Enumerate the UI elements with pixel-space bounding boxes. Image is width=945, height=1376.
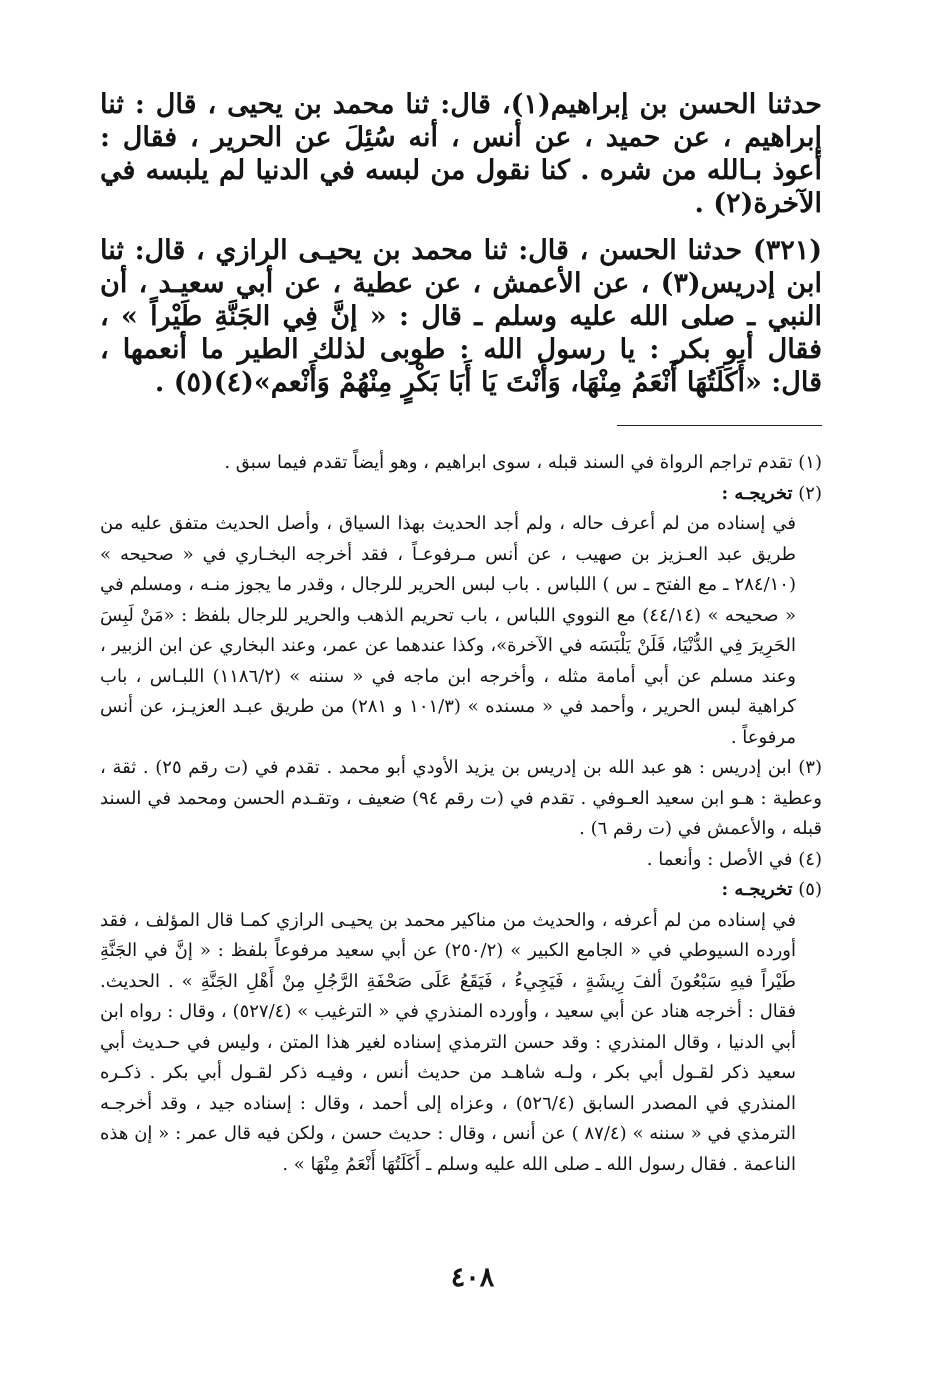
footnote-separator [617, 425, 822, 426]
footnote-text: في إسناده من لم أعرف حاله ، ولم أجد الحديث بهذا السياق ، وأصل الحديث متفق عليه من طريق عبد العـزيز بن صهيب ، عن أنس مـرفوعـاً ، فقد أخرجه البخـاري في « صحيحه » (٢٨٤/١٠ ـ مع الفتح ـ س ) اللباس . باب لبس الحرير للرجال ، وقدر ما يجوز منـه ، ومسلم في « صحيحه » (٤٤/١٤) مع النووي اللباس ، باب تحريم الذهب والحرير للرجال بلفظ : «مَنْ لَبِسَ الحَرِيرَ فِي الدُّنْيَا، فَلَنْ يَلْبَسَه في الآخرة»، وكذا عندهما عن عمر، وعند البخاري عن ابن الزبير ، وعند مسلم عن أبي أمامة مثله ، وأخرجه ابن ماجه في « سننه » (١١٨٦/٢) اللبـاس ، باب كراهية لبس الحرير ، وأحمد في « مسنده » (١٠١/٣ و ٢٨١) من طريق عبـد العزيـز، عن أنس مرفوعاً . [100, 513, 797, 748]
footnote-1 [100, 448, 822, 479]
page-number: ٤٠٨ [450, 1262, 495, 1293]
footnote-number: (٣) [798, 757, 822, 778]
footnote-4 [100, 845, 822, 876]
footnote-number: (٥) [798, 879, 822, 900]
footnote-heading: تخريجـه : [721, 879, 793, 900]
footnote-text: ابن إدريس : هو عبد الله بن إدريس بن يزيد الأودي أبو محمد . تقدم في (ت رقم ٢٥) . ثقة ، وعطية : هـو ابن سعيد العـوفي . تقدم في (ت رقم ٩٤) ضعيف ، وتقـدم الحسن ومحمد في السند قبله ، والأعمش في (ت رقم ٦) . [100, 757, 822, 839]
footnote-number: (٢) [798, 482, 822, 504]
footnote-number: (١) [798, 452, 822, 473]
footnote-5 [100, 875, 822, 1180]
footnote-heading: تخريجـه : [721, 482, 793, 504]
footnote-text: في الأصل : وأنعما . [646, 848, 793, 870]
footnote-3 [100, 753, 822, 845]
footnote-number: (٤) [798, 848, 822, 870]
main-text [100, 88, 822, 413]
paragraph-hadith-321: (٣٢١) حدثنا الحسن ، قال: ثنا محمد بن يحيـى الرازي ، قال: ثنا ابن إدريس(٣) ، عن الأعمش ، عن عطية ، عن أبي سعيـد ، أن النبي ـ صلى الله عليه وسلم ـ قال : « إنَّ فِي الجَنَّةِ طَيْراً » ، فقال أبو بكر : يا رسول الله : طوبى لذلك الطير ما أنعمها ، قال: «أَكَلَتُهَا أَنْعَمُ مِنْهَا، وَأَنْتَ يَا أَبَا بَكْرٍ مِنْهُمْ وَأَنْعم»(٤)(٥) . [100, 235, 822, 398]
footnotes [100, 448, 822, 1180]
footnote-2 [100, 479, 822, 754]
footnote-text: تقدم تراجم الرواة في السند قبله ، سوى ابراهيم ، وهو أيضاً تقدم فيما سبق . [224, 452, 793, 473]
paragraph-hadith-320: حدثنا الحسن بن إبراهيم(١)، قال: ثنا محمد بن يحيى ، قال : ثنا إبراهيم ، عن حميد ، عن أنس ، أنه سُئِلَ عن الحرير ، فقال : أعوذ بـالله من شره . كنا نقول من لبسه في الدنيا لم يلبسه في الآخرة(٢) . [100, 89, 822, 219]
footnote-text: في إسناده من لم أعرفه ، والحديث من مناكير محمد بن يحيـى الرازي كمـا قال المؤلف ، فقد أورده السيوطي في « الجامع الكبير » (٢٥٠/٢) عن أبي سعيد مرفوعاً بلفظ : « إنَّ في الجَنَّةِ طَيْراً فيهِ سَبْعُونَ ألفَ رِيشَةٍ ، فَيَجِيءُ ، فَيَقَعُ عَلَى صَحْفَةِ الرَّجُلِ مِنْ أَهْلِ الجَنَّةِ » . الحديث. فقال : أخرجه هناد عن أبي سعيد ، وأورده المنذري في « الترغيب » (٥٢٧/٤) ، وقال : رواه ابن أبي الدنيا ، وقال المنذري : وقد حسن الترمذي إسناده لغير هذا المتن ، وليس في حـديث أبي سعيد ذكر لقـول أبي بكر ، ولـه شاهـد من حديث أنس ، وفيـه ذكر لقـول أبي بكر . ذكـره المنذري في المصدر السابق (٥٢٦/٤) ، وعزاه إلى أحمد ، وقال : إسناده جيد ، وقد أخرجـه الترمذي في « سننه » (٨٧/٤ ) عن أنس ، وقال : حديث حسن ، ولكن فيه قال عمر : « إن هذه الناعمة . فقال رسول الله ـ صلى الله عليه وسلم ـ أَكَلَتُهَا أَنْعَمُ مِنْهَا » . [100, 909, 796, 1175]
